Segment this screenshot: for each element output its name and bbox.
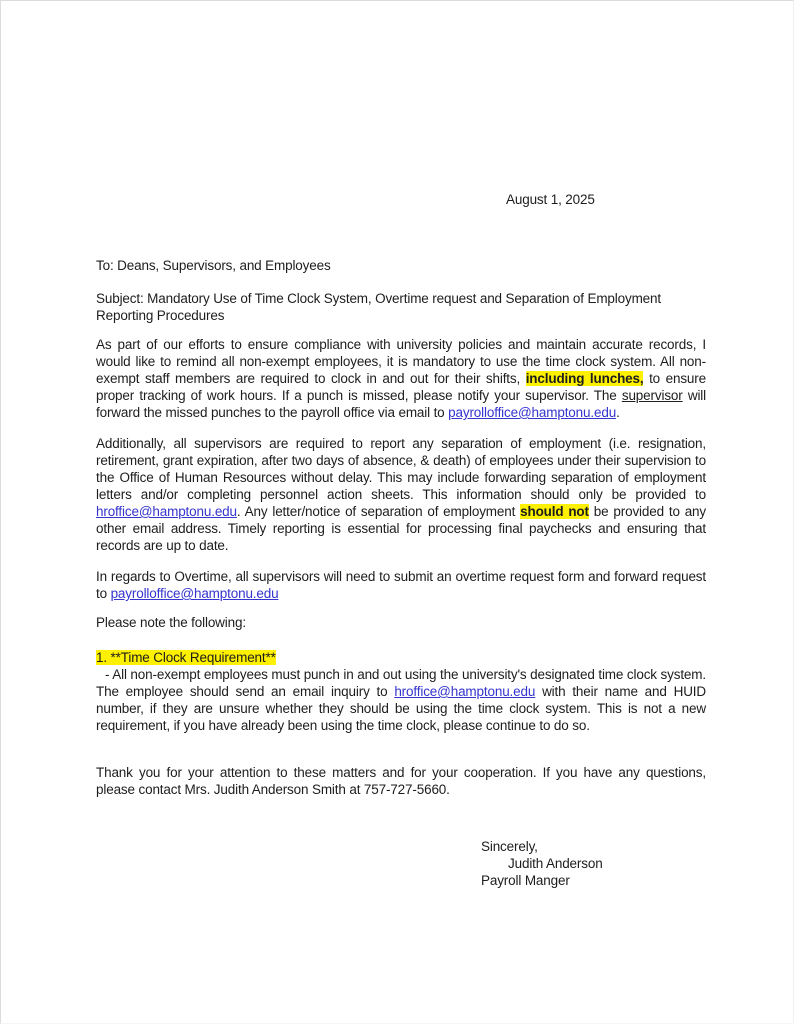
text-run: will forward the missed punches to the payroll office via email to	[96, 388, 707, 420]
body-paragraph-3	[96, 568, 706, 602]
letter-date: August 1, 2025	[506, 192, 595, 207]
text-run: .	[616, 405, 620, 420]
list-item-heading	[96, 649, 706, 666]
underlined-text: supervisor	[621, 388, 683, 403]
text-run: be provided to any other email address. Timely reporting is essential for processing final paychecks and ensuring that records are up to date.	[96, 504, 707, 553]
signature-title: Payroll Manger	[481, 873, 570, 888]
text-run: with their name and HUID number, if they are unsure whether they should be using the time clock system. This is not a new requirement, if you have already been using the time clock, please continue to do so.	[96, 684, 706, 733]
list-item-body	[96, 666, 706, 734]
highlighted-text: should not	[520, 504, 589, 519]
text-run: to ensure proper tracking of work hours. If a punch is missed, please notify your supervisor. The	[96, 371, 706, 403]
text-run: - All non-exempt employees must punch in and out using the university's designated time clock system. The employee should send an email inquiry to	[96, 667, 706, 699]
body-paragraph-2	[96, 435, 706, 554]
email-link[interactable]: payrolloffice@hamptonu.edu	[110, 586, 279, 601]
note-line: Please note the following:	[96, 615, 246, 630]
text-run: Additionally, all supervisors are required to report any separation of employment (i.e. resignation, retirement, grant expiration, after two days of absence, & death) of employees under their supervision to the Office of Human Resources without delay. This may include forwarding separation of employment letters and/or completing personnel action sheets. This information should only be provided to	[96, 436, 706, 502]
email-link[interactable]: hroffice@hamptonu.edu	[394, 684, 536, 699]
signature-name: Judith Anderson	[508, 856, 603, 871]
letter-content	[96, 1, 706, 889]
text-run: As part of our efforts to ensure compliance with university policies and maintain accurate records, I would like to remind all non-exempt employees, it is mandatory to use the time clock system. All non-exempt staff members are required to clock in and out for their shifts,	[96, 337, 706, 386]
subject-line: Subject: Mandatory Use of Time Clock System, Overtime request and Separation of Employment Reporting Procedures	[96, 291, 662, 323]
signature-block	[481, 838, 706, 889]
signature-salutation: Sincerely,	[481, 839, 538, 854]
recipient-line: To: Deans, Supervisors, and Employees	[96, 258, 331, 273]
closing-paragraph: Thank you for your attention to these matters and for your cooperation. If you have any questions, please contact Mrs. Judith Anderson Smith at 757-727-5660.	[96, 765, 706, 797]
email-link[interactable]: payrolloffice@hamptonu.edu	[448, 405, 617, 420]
text-run: . Any letter/notice of separation of employment	[236, 504, 521, 519]
highlighted-text: 1. **Time Clock Requirement**	[96, 650, 276, 665]
text-run: In regards to Overtime, all supervisors will need to submit an overtime request form and forward request to	[96, 569, 706, 601]
email-link[interactable]: hroffice@hamptonu.edu	[96, 504, 237, 519]
highlighted-text: including lunches,	[525, 371, 644, 386]
body-paragraph-1	[96, 336, 706, 421]
